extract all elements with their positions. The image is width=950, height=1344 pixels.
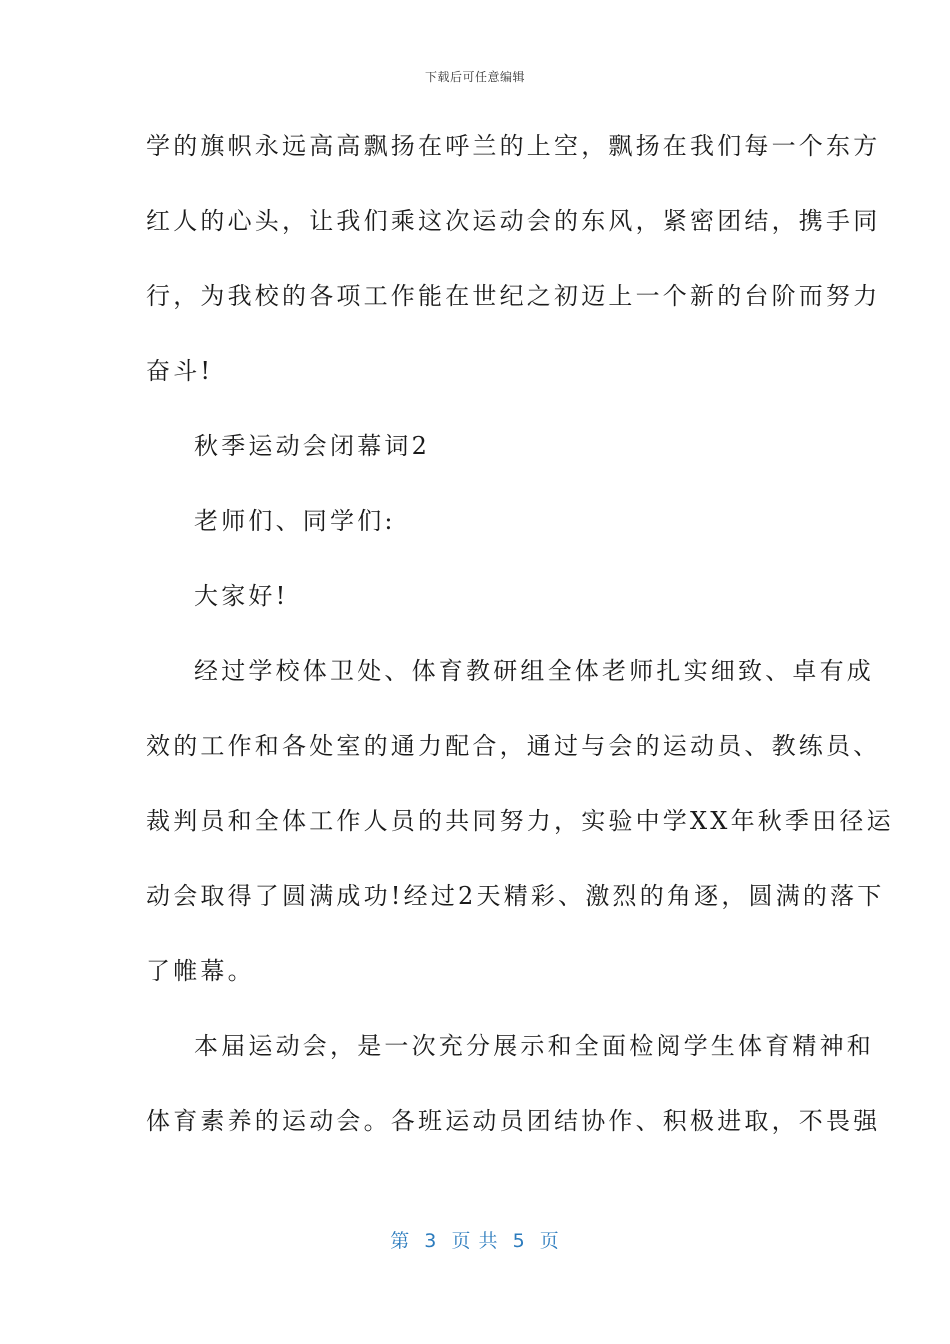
paragraph-line: 效的工作和各处室的通力配合，通过与会的运动员、教练员、 [146,732,881,760]
page-header: 下载后可任意编辑 [424,70,525,84]
paragraph-line: 学的旗帜永远高高飘扬在呼兰的上空，飘扬在我们每一个东方 [146,132,881,160]
document-body [146,127,894,1177]
paragraph-line: 裁判员和全体工作人员的共同努力，实验中学XX年秋季田径运 [146,807,894,835]
section-title: 秋季运动会闭幕词2 [194,432,431,460]
paragraph-line: 体育素养的运动会。各班运动员团结协作、积极进取，不畏强 [146,1107,881,1135]
paragraph-line: 经过学校体卫处、体育教研组全体老师扎实细致、卓有成 [194,657,874,685]
paragraph-line: 了帷幕。 [146,957,255,985]
paragraph-line: 奋斗! [146,357,214,385]
salutation: 老师们、同学们: [194,507,396,535]
greeting: 大家好! [194,582,289,610]
paragraph-line: 行，为我校的各项工作能在世纪之初迈上一个新的台阶而努力 [146,282,881,310]
paragraph-line: 动会取得了圆满成功!经过2天精彩、激烈的角逐，圆满的落下 [146,882,885,910]
paragraph-line: 红人的心头，让我们乘这次运动会的东风，紧密团结，携手同 [146,207,881,235]
paragraph-line: 本届运动会，是一次充分展示和全面检阅学生体育精神和 [194,1032,874,1060]
page-number: 第 3 页 共 5 页 [390,1230,560,1252]
